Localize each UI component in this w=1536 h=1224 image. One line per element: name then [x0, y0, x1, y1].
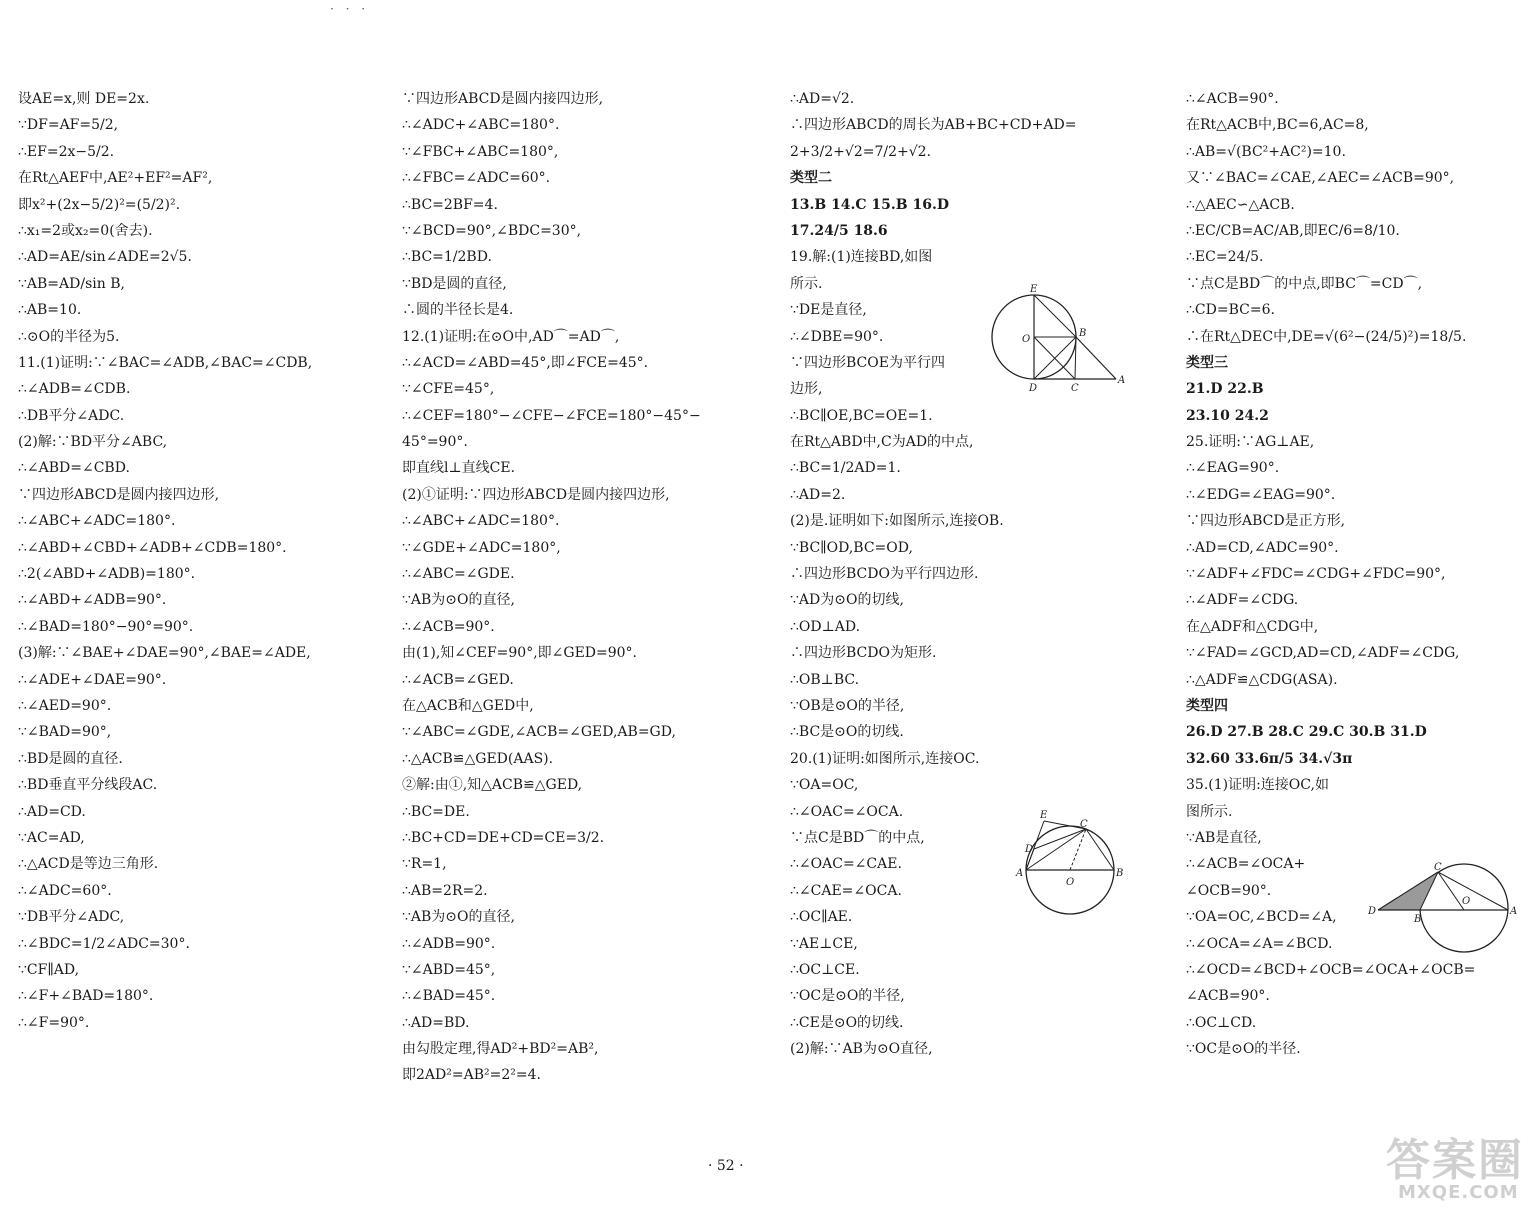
answer-line: ∴BD是圆的直径.: [18, 750, 123, 767]
answer-line: ∴四边形ABCD的周长为AB+BC+CD+AD=: [790, 117, 1077, 134]
answer-line: ∵AB为⊙O的直径,: [402, 909, 515, 926]
page-number: · 52 ·: [708, 1158, 744, 1174]
answer-line: 35.(1)证明:连接OC,如: [1186, 777, 1329, 794]
answer-line: ∴CD=BC=6.: [1186, 302, 1275, 319]
answer-line: 在Rt△ACB中,BC=6,AC=8,: [1186, 117, 1369, 134]
column-1: [18, 86, 378, 1036]
answer-line: ∴∠BAD=45°.: [402, 988, 496, 1005]
answer-line: ∴∠EDG=∠EAG=90°.: [1186, 486, 1336, 503]
answer-line: ∵BC∥OD,BC=OD,: [790, 539, 913, 556]
section-heading-line: 17.24/5 18.6: [790, 222, 888, 239]
answer-line: ∴△ACD是等边三角形.: [18, 856, 159, 873]
answer-line: ∴∠OCA=∠A=∠BCD.: [1186, 935, 1333, 952]
answer-line: ∴∠ABC=∠GDE.: [402, 566, 515, 583]
answer-line: 在△ACB和△GED中,: [402, 697, 534, 714]
answer-line: 25.证明:∵AG⊥AE,: [1186, 434, 1315, 451]
answer-line: ∴AB=2R=2.: [402, 882, 488, 899]
answer-line: ∴BC=1/2AD=1.: [790, 460, 901, 477]
answer-line: 20.(1)证明:如图所示,连接OC.: [790, 750, 980, 767]
answer-line: 19.解:(1)连接BD,如图: [790, 249, 933, 266]
fig35-label-b: B: [1414, 914, 1422, 925]
answer-line: ∴EF=2x−5/2.: [18, 143, 115, 160]
answer-line: ∴圆的半径长是4.: [402, 302, 514, 319]
answer-line: ∵∠BCD=90°,∠BDC=30°,: [402, 222, 582, 239]
answer-line: ∴∠BDC=1/2∠ADC=30°.: [18, 935, 190, 952]
answer-line: ∵CF∥AD,: [18, 961, 80, 978]
answer-line: 边形,: [790, 381, 823, 398]
answer-line: ∴△ACB≌△GED(AAS).: [402, 750, 554, 767]
answer-line: ∵AB为⊙O的直径,: [402, 592, 515, 609]
answer-line: 在Rt△ABD中,C为AD的中点,: [790, 434, 974, 451]
answer-line: ∴DB平分∠ADC.: [18, 407, 125, 424]
answer-line: ∵AB=AD/sin B,: [18, 275, 125, 292]
answer-line: ∵点C是BD⌒的中点,: [790, 829, 925, 846]
answer-line: ∵BD是圆的直径,: [402, 275, 507, 292]
answer-line: ∵∠BAD=90°,: [18, 724, 112, 741]
figure-20: [1014, 806, 1136, 918]
answer-line: 在Rt△AEF中,AE²+EF²=AF²,: [18, 170, 213, 187]
answer-line: ∵∠ABC=∠GDE,∠ACB=∠GED,AB=GD,: [402, 724, 676, 741]
answer-line: ∴∠CAE=∠OCA.: [790, 882, 902, 899]
column-2: [402, 86, 762, 1089]
answer-line: ∴∠ADF=∠CDG.: [1186, 592, 1299, 609]
answer-line: ∴OB⊥BC.: [790, 671, 860, 688]
answer-line: ∴AD=CD,∠ADC=90°.: [1186, 539, 1339, 556]
answer-line: ∴∠ADB=∠CDB.: [18, 381, 131, 398]
answer-line: ∴EC=24/5.: [1186, 249, 1264, 266]
answer-line: ∵OA=OC,∠BCD=∠A,: [1186, 909, 1337, 926]
top-mark: · · ·: [330, 2, 370, 16]
answer-line: ∵DE是直径,: [790, 302, 867, 319]
watermark-logo: [1376, 1124, 1526, 1214]
answer-line: ∴AB=10.: [18, 302, 82, 319]
section-heading-line: 类型二: [790, 170, 832, 187]
answer-line: ∴∠ACD=∠ABD=45°,即∠FCE=45°.: [402, 354, 649, 371]
answer-line: 在△ADF和△CDG中,: [1186, 618, 1319, 635]
fig20-label-b: B: [1116, 868, 1124, 879]
answer-line: ∴BC=DE.: [402, 803, 470, 820]
section-heading-line: 26.D 27.B 28.C 29.C 30.B 31.D: [1186, 724, 1427, 741]
answer-line: ∴∠ACB=∠GED.: [402, 671, 514, 688]
answer-line: 即2AD²=AB²=2²=4.: [402, 1067, 541, 1084]
answer-line: ∴BC=2BF=4.: [402, 196, 498, 213]
answer-line: ∵OB是⊙O的半径,: [790, 697, 905, 714]
answer-line: ∴AD=AE/sin∠ADE=2√5.: [18, 249, 192, 266]
fig35-label-o: O: [1462, 896, 1471, 907]
answer-line: ∴∠ADE+∠DAE=90°.: [18, 671, 167, 688]
answer-line: ∴AD=2.: [790, 486, 846, 503]
answer-line: ∵四边形ABCD是圆内接四边形,: [18, 486, 220, 503]
answer-line: ∵OC是⊙O的半径.: [1186, 1041, 1301, 1058]
answer-line: ∵AD为⊙O的切线,: [790, 592, 904, 609]
fig19-label-d: D: [1029, 383, 1038, 394]
answer-line: 12.(1)证明:在⊙O中,AD⌒=AD⌒,: [402, 328, 620, 345]
answer-line: ∵DB平分∠ADC,: [18, 909, 125, 926]
answer-line: ∴OC⊥CD.: [1186, 1014, 1257, 1031]
answer-line: 2+3/2+√2=7/2+√2.: [790, 143, 931, 160]
answer-line: ∴BC∥OE,BC=OE=1.: [790, 407, 933, 424]
figure-19: [984, 282, 1134, 394]
section-heading-line: 类型三: [1186, 354, 1228, 371]
answer-line: ∵∠CFE=45°,: [402, 381, 495, 398]
answer-line: (2)是.证明如下:如图所示,连接OB.: [790, 513, 1004, 530]
section-heading-line: 类型四: [1186, 697, 1228, 714]
answer-line: ∴∠EAG=90°.: [1186, 460, 1280, 477]
answer-line: 45°=90°.: [402, 434, 468, 451]
section-heading-line: 32.60 33.6π/5 34.√3π: [1186, 750, 1353, 767]
fig19-label-c: C: [1071, 383, 1079, 394]
answer-line: ∴∠AED=90°.: [18, 697, 112, 714]
answer-line: ∴△ADF≌△CDG(ASA).: [1186, 671, 1338, 688]
answer-line: 图所示.: [1186, 803, 1233, 820]
fig19-label-o: O: [1022, 334, 1031, 345]
answer-line: ∴CE是⊙O的切线.: [790, 1014, 904, 1031]
figure-35: [1366, 860, 1526, 960]
answer-line: (2)①证明:∵四边形ABCD是圆内接四边形,: [402, 486, 670, 503]
answer-line: ∴∠ADC+∠ABC=180°.: [402, 117, 560, 134]
answer-line: ∴EC/CB=AC/AB,即EC/6=8/10.: [1186, 222, 1400, 239]
answer-line: ∴BC+CD=DE+CD=CE=3/2.: [402, 829, 605, 846]
watermark-site: MXQE.COM: [1398, 1182, 1519, 1203]
answer-line: 设AE=x,则 DE=2x.: [18, 91, 150, 107]
answer-line: ∵AB是直径,: [1186, 829, 1262, 846]
answer-line: (2)解:∵AB为⊙O直径,: [790, 1041, 933, 1058]
answer-line: ∴∠OAC=∠OCA.: [790, 803, 904, 820]
fig20-label-a: A: [1016, 868, 1024, 879]
answer-line: ∴∠BAD=180°−90°=90°.: [18, 618, 194, 635]
answer-line: ∴∠ABD+∠CBD+∠ADB+∠CDB=180°.: [18, 539, 287, 556]
answer-line: 由勾股定理,得AD²+BD²=AB²,: [402, 1041, 599, 1058]
answer-line: ∴△AEC∽△ACB.: [1186, 196, 1295, 213]
answer-line: ∴∠F+∠BAD=180°.: [18, 988, 154, 1005]
section-heading-line: 23.10 24.2: [1186, 407, 1269, 424]
answer-line: ∴∠DBE=90°.: [790, 328, 884, 345]
answer-line: ∵∠GDE+∠ADC=180°,: [402, 539, 561, 556]
answer-line: ∵四边形ABCD是圆内接四边形,: [402, 91, 604, 107]
answer-line: ∵点C是BD⌒的中点,即BC⌒=CD⌒,: [1186, 275, 1423, 292]
answer-line: ∴在Rt△DEC中,DE=√(6²−(24/5)²)=18/5.: [1186, 328, 1467, 345]
fig35-label-d: D: [1368, 906, 1377, 917]
answer-line: (3)解:∵∠BAE+∠DAE=90°,∠BAE=∠ADE,: [18, 645, 311, 662]
answer-line: ∴⊙O的半径为5.: [18, 328, 120, 345]
answer-line: ∴∠ACB=∠OCA+: [1186, 856, 1306, 873]
fig35-label-c: C: [1434, 862, 1442, 873]
answer-line: 又∵∠BAC=∠CAE,∠AEC=∠ACB=90°,: [1186, 170, 1455, 187]
answer-line: ∴∠OAC=∠CAE.: [790, 856, 902, 873]
fig20-label-e: E: [1040, 810, 1048, 821]
answer-line: ∴四边形BCDO为矩形.: [790, 645, 937, 662]
answer-line: 由(1),知∠CEF=90°,即∠GED=90°.: [402, 645, 638, 662]
answer-line: ∴OC⊥CE.: [790, 961, 860, 978]
fig19-label-b: B: [1079, 328, 1087, 339]
answer-line: ∴AD=√2.: [790, 91, 855, 107]
answer-line: ∴∠ABD+∠ADB=90°.: [18, 592, 167, 609]
answer-line: (2)解:∵BD平分∠ABC,: [18, 434, 168, 451]
answer-line: ∵AE⊥CE,: [790, 935, 858, 952]
answer-line: ∴∠CEF=180°−∠CFE−∠FCE=180°−45°−: [402, 407, 701, 424]
answer-line: ∴∠ABC+∠ADC=180°.: [18, 513, 176, 530]
answer-line: ∵OC是⊙O的半径,: [790, 988, 905, 1005]
answer-line: ∵∠FBC+∠ABC=180°,: [402, 143, 559, 160]
answer-line: ∴OD⊥AD.: [790, 618, 861, 635]
fig19-label-a: A: [1118, 375, 1126, 386]
answer-line: ∵四边形BCOE为平行四: [790, 354, 945, 371]
answer-line: ∴∠ADB=90°.: [402, 935, 496, 952]
answer-line: 即x²+(2x−5/2)²=(5/2)².: [18, 196, 181, 213]
answer-line: ∴∠FBC=∠ADC=60°.: [402, 170, 551, 187]
answer-line: ∴∠ABC+∠ADC=180°.: [402, 513, 560, 530]
answer-line: ∵∠ABD=45°,: [402, 961, 496, 978]
answer-line: 即直线l⊥直线CE.: [402, 460, 516, 477]
answer-line: ∵∠ADF+∠FDC=∠CDG+∠FDC=90°,: [1186, 566, 1446, 583]
answer-line: ∴2(∠ABD+∠ADB)=180°.: [18, 566, 196, 583]
answer-line: ∴x₁=2或x₂=0(舍去).: [18, 222, 153, 239]
watermark-main: 答案圈: [1386, 1135, 1524, 1186]
answer-line: ②解:由①,知△ACB≌△GED,: [402, 777, 583, 794]
answer-line: ∵AC=AD,: [18, 829, 85, 846]
fig19-label-e: E: [1030, 284, 1038, 295]
answer-line: ∵四边形ABCD是正方形,: [1186, 513, 1346, 530]
answer-line: ∵DF=AF=5/2,: [18, 117, 119, 134]
answer-line: ∠OCB=90°.: [1186, 882, 1272, 899]
answer-line: ∠ACB=90°.: [1186, 988, 1270, 1005]
answer-line: ∴∠F=90°.: [18, 1014, 90, 1031]
answer-line: ∵∠FAD=∠GCD,AD=CD,∠ADF=∠CDG,: [1186, 645, 1460, 662]
answer-line: ∴∠ADC=60°.: [18, 882, 112, 899]
answer-line: ∴∠ACB=90°.: [1186, 91, 1279, 107]
answer-line: ∴∠OCD=∠BCD+∠OCB=∠OCA+∠OCB=: [1186, 961, 1476, 978]
answer-line: ∴∠ACB=90°.: [402, 618, 495, 635]
answer-line: ∴BC=1/2BD.: [402, 249, 492, 266]
answer-line: ∴AD=CD.: [18, 803, 86, 820]
section-heading-line: 21.D 22.B: [1186, 381, 1264, 398]
answer-line: 11.(1)证明:∵∠BAC=∠ADB,∠BAC=∠CDB,: [18, 354, 313, 371]
answer-line: ∴四边形BCDO为平行四边形.: [790, 566, 979, 583]
fig20-label-o: O: [1066, 877, 1075, 888]
answer-line: ∵OA=OC,: [790, 777, 859, 794]
answer-line: ∴∠ABD=∠CBD.: [18, 460, 130, 477]
fig20-label-c: C: [1080, 819, 1088, 830]
fig35-label-a: A: [1510, 906, 1518, 917]
fig20-label-d: D: [1025, 844, 1034, 855]
section-heading-line: 13.B 14.C 15.B 16.D: [790, 196, 949, 213]
answer-line: ∴BD垂直平分线段AC.: [18, 777, 158, 794]
answer-line: ∵R=1,: [402, 856, 447, 873]
answer-line: ∴AD=BD.: [402, 1014, 470, 1031]
answer-line: ∴BC是⊙O的切线.: [790, 724, 904, 741]
answer-line: ∴AB=√(BC²+AC²)=10.: [1186, 143, 1346, 160]
answer-line: ∴OC∥AE.: [790, 909, 853, 926]
answer-line: 所示.: [790, 275, 823, 292]
